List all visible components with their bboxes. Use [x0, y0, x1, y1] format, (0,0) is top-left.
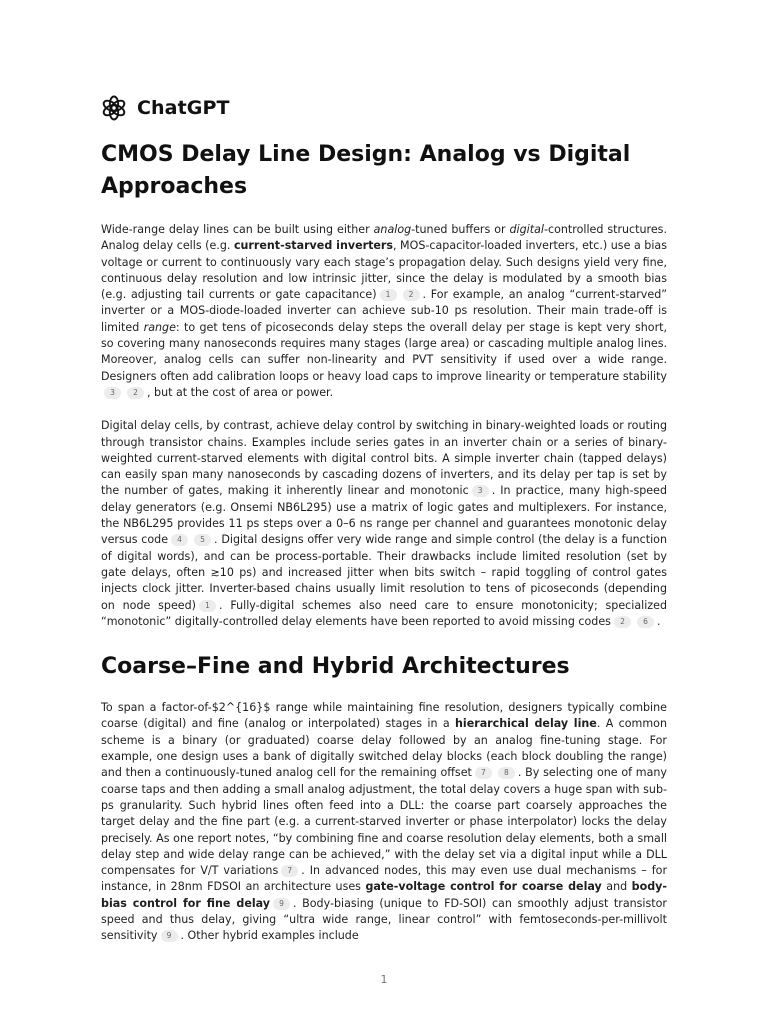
brand-name: ChatGPT [137, 97, 230, 119]
citation-badge[interactable]: 9 [273, 898, 290, 910]
section-heading: Coarse–Fine and Hybrid Architectures [101, 654, 570, 680]
citation-badge[interactable]: 4 [171, 534, 188, 546]
citation-badge[interactable]: 8 [498, 767, 515, 779]
page-title: CMOS Delay Line Design: Analog vs Digital Approaches [101, 142, 631, 199]
document-page [101, 94, 667, 962]
openai-logo-icon [101, 95, 127, 121]
citation-badge[interactable]: 3 [472, 485, 489, 497]
citation-badge[interactable]: 7 [281, 865, 298, 877]
citation-badge[interactable]: 3 [104, 387, 121, 399]
page-number: 1 [380, 973, 388, 986]
citation-badge[interactable]: 6 [637, 616, 654, 628]
citation-badge[interactable]: 7 [475, 767, 492, 779]
citation-badge[interactable]: 2 [403, 289, 420, 301]
chatgpt-header [101, 94, 667, 122]
paragraph-analog: Wide-range delay lines can be built using either analog-tuned buffers or digital-controlled structures. Analog delay cells (e.g. current-starved inverters, MOS-capacitor-loaded inverters, etc.) use a bias voltage or current to continuously vary each stage’s propagation delay. Such designs yield very fine, continuous delay resolution and low intrinsic jitter, since the delay is modulated by a smooth bias (e.g. adjusting tail currents or gate capacitance) 1 2 . For example, an analog “current-starved” inverter or a MOS-diode-loaded inverter can achieve sub-10 ps resolution. Their main trade-off is limited range: to get tens of picoseconds delay steps the overall delay per stage is kept very short, so covering many nanoseconds requires many stages (large area) or cascading multiple analog lines. Moreover, analog cells can suffer non-linearity and PVT sensitivity if used over a wide range. Designers often add calibration loops or heavy load caps to improve linearity or temperature stability3 2 , but at the cost of area or power. [101, 223, 667, 399]
citation-badge[interactable]: 2 [614, 616, 631, 628]
citation-badge[interactable]: 5 [194, 534, 211, 546]
citation-badge[interactable]: 1 [199, 600, 216, 612]
citation-badge[interactable]: 1 [380, 289, 397, 301]
citation-badge[interactable]: 2 [127, 387, 144, 399]
paragraph-digital: Digital delay cells, by contrast, achieve delay control by switching in binary-weighted loads or routing through transistor chains. Examples include series gates in an inverter chain or a series of binary-weighted current-starved elements with digital control bits. A simple inverter chain (tapped delays) can easily span many nanoseconds by cascading dozens of inverters, and its delay per tap is set by the number of gates, making it inherently linear and monotonic 3 . In practice, many high-speed delay generators (e.g. Onsemi NB6L295) use a matrix of logic gates and multiplexers. For instance, the NB6L295 provides 11 ps steps over a 0–6 ns range per channel and guarantees monotonic delay versus code 4 5 . Digital designs offer very wide range and simple control (the delay is a function of digital words), and can be process-portable. Their drawbacks include limited resolution (set by gate delays, often ≳10 ps) and increased jitter when bits switch – rapid toggling of control gates injects clock jitter. Inverter-based chains usually limit resolution to tens of picoseconds (depending on node speed) 1 . Fully-digital schemes also need care to ensure monotonicity; specialized “monotonic” digitally-controlled delay elements have been reported to avoid missing codes 2 6 . [101, 419, 667, 628]
paragraph-hybrid: To span a factor-of-$2^{16}$ range while maintaining fine resolution, designers typically combine coarse (digital) and fine (analog or interpolated) stages in a hierarchical delay line. A common scheme is a binary (or graduated) coarse delay followed by an analog fine-tuning stage. For example, one design uses a bank of digitally switched delay blocks (each block doubling the range) and then a continuously-tuned analog cell for the remaining offset 7 8 . By selecting one of many coarse taps and then adding a small analog adjustment, the total delay covers a huge span with sub-ps granularity. Such hybrid lines often feed into a DLL: the coarse part coarsely approaches the target delay and the fine part (e.g. a current-starved inverter or phase interpolator) locks the delay precisely. As one report notes, “by combining fine and coarse resolution delay elements, both a small delay step and wide delay range can be achieved,” with the delay set via a digital input while a DLL compensates for V/T variations 7 . In advanced nodes, this may even use dual mechanisms – for instance, in 28nm FDSOI an architecture uses gate-voltage control for coarse delay and body-bias control for fine delay 9 . Body-biasing (unique to FD-SOI) can smoothly adjust transistor speed and thus delay, giving “ultra wide range, linear control” with femtoseconds-per-millivolt sensitivity 9 . Other hybrid examples include [101, 701, 667, 943]
citation-badge[interactable]: 9 [161, 930, 178, 942]
